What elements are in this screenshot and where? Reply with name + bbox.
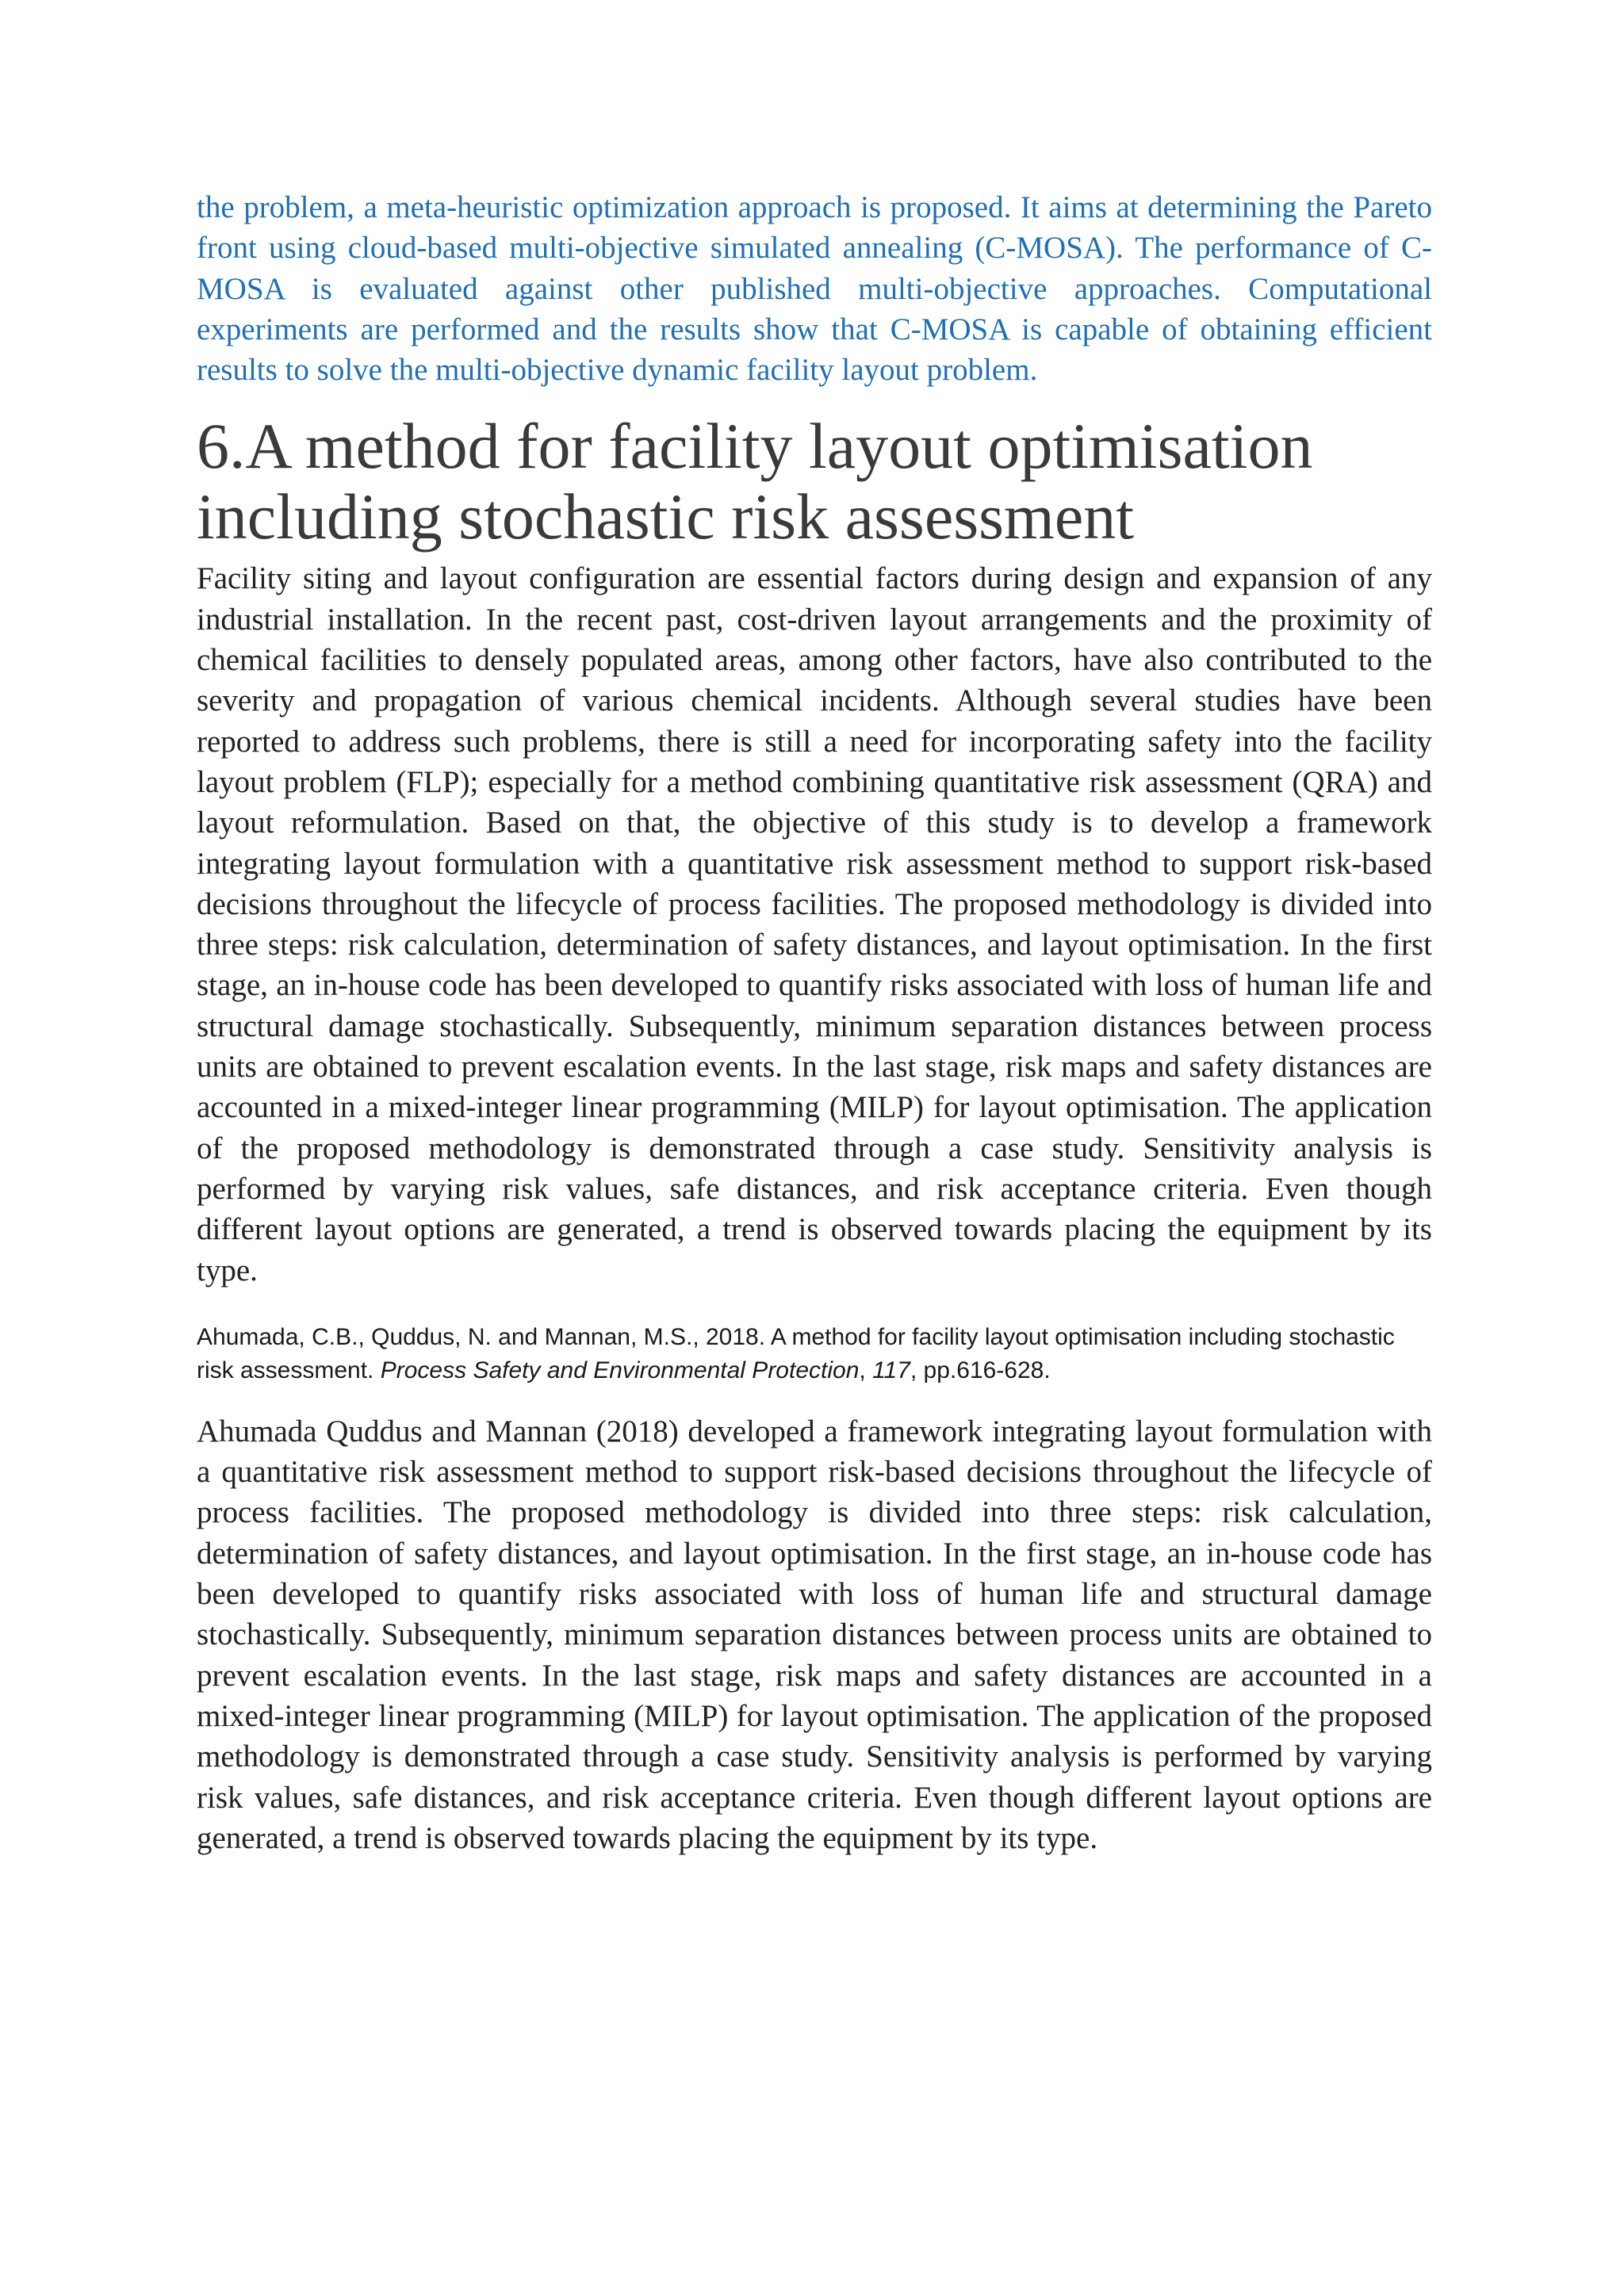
citation-separator: , bbox=[859, 1357, 873, 1383]
abstract-paragraph: Facility siting and layout configuration are essential factors during design and expansion of any industrial installation. In the recent past, cost-driven layout arrangements and the proximity of chemical facilities to densely populated areas, among other factors, have also contributed to the severity and propagation of various chemical incidents. Although several studies have been reported to address such problems, there is still a need for incorporating safety into the facility layout problem (FLP); especially for a method combining quantitative risk assessment (QRA) and layout reformulation. Based on that, the objective of this study is to develop a framework integrating layout formulation with a quantitative risk assessment method to support risk-based decisions throughout the lifecycle of process facilities. The proposed methodology is divided into three steps: risk calculation, determination of safety distances, and layout optimisation. In the first stage, an in-house code has been developed to quantify risks associated with loss of human life and structural damage stochastically. Subsequently, minimum separation distances between process units are obtained to prevent escalation events. In the last stage, risk maps and safety distances are accounted in a mixed-integer linear programming (MILP) for layout optimisation. The application of the proposed methodology is demonstrated through a case study. Sensitivity analysis is performed by varying risk values, safe distances, and risk acceptance criteria. Even though different layout options are generated, a trend is observed towards placing the equipment by its type. bbox=[197, 561, 1432, 1288]
citation-journal: Process Safety and Environmental Protection bbox=[380, 1357, 860, 1383]
summary-paragraph: Ahumada Quddus and Mannan (2018) developed a framework integrating layout formulation with a quantitative risk assessment method to support risk-based decisions throughout the lifecycle of process facilities. The proposed methodology is divided into three steps: risk calculation, determination of safety distances, and layout optimisation. In the first stage, an in-house code has been developed to quantify risks associated with loss of human life and structural damage stochastically. Subsequently, minimum separation distances between process units are obtained to prevent escalation events. In the last stage, risk maps and safety distances are accounted in a mixed-integer linear programming (MILP) for layout optimisation. The application of the proposed methodology is demonstrated through a case study. Sensitivity analysis is performed by varying risk values, safe distances, and risk acceptance criteria. Even though different layout options are generated, a trend is observed towards placing the equipment by its type. bbox=[197, 1414, 1432, 1855]
section-heading: 6.A method for facility layout optimisation including stochastic risk assessment bbox=[197, 410, 1313, 553]
document-page bbox=[197, 187, 1432, 1858]
citation-volume: 117 bbox=[872, 1357, 910, 1383]
citation bbox=[197, 1321, 1432, 1387]
citation-pages: , pp.616-628. bbox=[910, 1357, 1051, 1383]
intro-paragraph: the problem, a meta-heuristic optimization approach is proposed. It aims at determining the Pareto front using cloud-based multi-objective simulated annealing (C-MOSA). The performance of C-MOSA is evaluated against other published multi-objective approaches. Computational experiments are performed and the results show that C-MOSA is capable of obtaining efficient results to solve the multi-objective dynamic facility layout problem. bbox=[197, 190, 1432, 388]
citation-authors-title: Ahumada, C.B., Quddus, N. and Mannan, M.S., 2018. A method for facility layout optimisation including stochastic risk assessment. bbox=[197, 1323, 1395, 1383]
